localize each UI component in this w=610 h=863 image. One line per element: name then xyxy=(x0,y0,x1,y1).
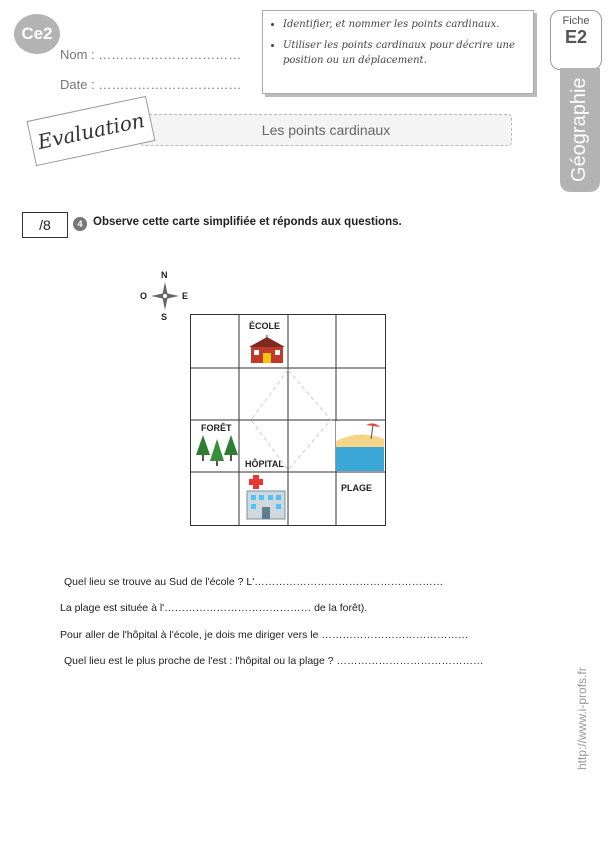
label-hopital: HÔPITAL xyxy=(245,459,284,469)
score-box: /8 xyxy=(22,212,68,238)
label-ecole: ÉCOLE xyxy=(249,321,281,331)
date-dots[interactable]: …………………………… xyxy=(98,77,242,92)
compass-o: O xyxy=(140,291,148,301)
compass-n: N xyxy=(161,270,168,280)
compass-e: E xyxy=(182,291,189,301)
website-url: http://www.i-profs.fr xyxy=(575,667,589,770)
grid-lines xyxy=(191,315,385,525)
subject-label: Géographie xyxy=(568,77,590,182)
map-grid xyxy=(190,314,386,526)
question-4: Quel lieu est le plus proche de l'est : l'hôpital ou la plage ? …………………………………… xyxy=(64,655,484,667)
subject-tab xyxy=(560,68,600,192)
objective-item: • Identifier, et nommer les points cardinaux. xyxy=(283,17,533,32)
fiche-badge xyxy=(550,10,602,70)
compass-s: S xyxy=(161,312,168,322)
date-label: Date : xyxy=(60,77,95,92)
page-title: Les points cardinaux xyxy=(140,114,512,146)
question-2: La plage est située à l'…………………………………… de la forêt). xyxy=(60,602,368,614)
name-label: Nom : xyxy=(60,47,95,62)
exercise-instruction: Observe cette carte simplifiée et réponds aux questions. xyxy=(93,216,402,228)
date-field xyxy=(60,77,241,92)
fiche-label: Fiche xyxy=(562,15,590,27)
level-badge: Ce2 xyxy=(14,14,60,54)
name-dots[interactable]: …………………………… xyxy=(98,47,242,62)
question-1: Quel lieu se trouve au Sud de l'école ? L'……………………………………………… xyxy=(64,576,444,588)
evaluation-stamp: Evaluation xyxy=(27,96,156,166)
school-icon xyxy=(247,335,287,365)
label-foret: FORÊT xyxy=(201,423,232,433)
name-field xyxy=(60,47,241,62)
compass-rose xyxy=(140,270,190,322)
hospital-icon xyxy=(245,475,287,521)
objective-item: • Utiliser les points cardinaux pour décrire une position ou un déplacement. xyxy=(283,38,533,68)
label-plage: PLAGE xyxy=(341,483,373,493)
objectives-box xyxy=(262,10,534,94)
fiche-code: E2 xyxy=(564,27,588,47)
exercise-number: 4 xyxy=(73,217,87,231)
beach-icon xyxy=(336,421,384,471)
question-3: Pour aller de l'hôpital à l'école, je dois me diriger vers le …………………………………… xyxy=(60,629,469,641)
forest-icon xyxy=(195,433,239,467)
